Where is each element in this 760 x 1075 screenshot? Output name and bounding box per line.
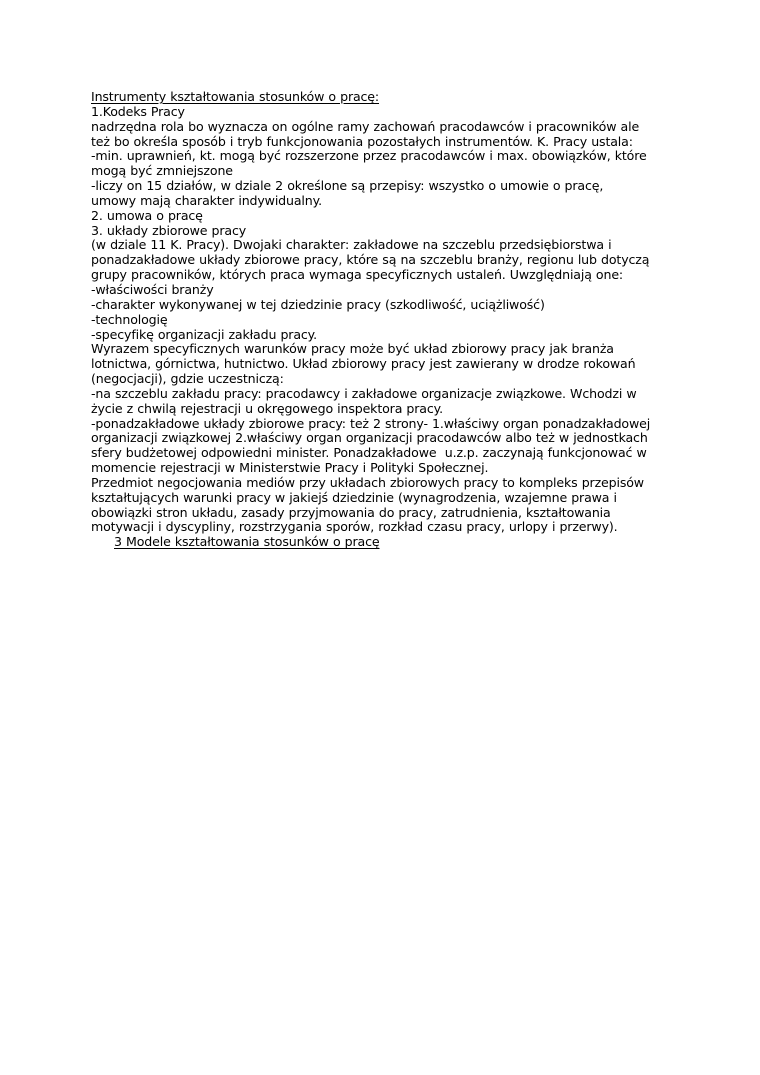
text-line: -charakter wykonywanej w tej dziedzinie pracy (szkodliwość, uciążliwość)	[91, 296, 545, 312]
text-line: -min. uprawnień, kt. mogą być rozszerzone przez pracodawców i max. obowiązków, które	[91, 148, 647, 164]
text-line: Wyrazem specyficznych warunków pracy może być układ zbiorowy pracy jak branża	[91, 341, 614, 357]
text-line: -technologię	[91, 311, 168, 327]
text-line: -specyfikę organizacji zakładu pracy.	[91, 326, 318, 342]
text-line: Przedmiot negocjowania mediów przy układach zbiorowych pracy to kompleks przepisów	[91, 474, 644, 490]
text-line: ponadzakładowe układy zbiorowe pracy, które są na szczeblu branży, regionu lub dotyczą	[91, 252, 650, 268]
text-line: -liczy on 15 działów, w dziale 2 określone są przepisy: wszystko o umowie o pracę,	[91, 178, 604, 194]
text-line: grupy pracowników, których praca wymaga specyficznych ustaleń. Uwzględniają one:	[91, 267, 624, 283]
text-line: motywacji i dyscypliny, rozstrzygania sporów, rozkład czasu pracy, urlopy i przerwy).	[91, 519, 618, 535]
text-line: momencie rejestracji w Ministerstwie Pracy i Polityki Społecznej.	[91, 460, 489, 476]
text-line: -na szczeblu zakładu pracy: pracodawcy i zakładowe organizacje związkowe. Wchodzi w	[91, 385, 637, 401]
text-line: 1.Kodeks Pracy	[91, 103, 185, 119]
text-line: też bo określa sposób i tryb funkcjonowania pozostałych instrumentów. K. Pracy ustala:	[91, 133, 633, 149]
text-line: kształtujących warunki pracy w jakiejś dziedzinie (wynagrodzenia, wzajemne prawa i	[91, 489, 617, 505]
text-line: nadrzędna rola bo wyznacza on ogólne ramy zachowań pracodawców i pracowników ale	[91, 118, 640, 134]
text-line: organizacji związkowej 2.właściwy organ organizacji pracodawców albo też w jednostkach	[91, 430, 648, 446]
text-line: (negocjacji), gdzie uczestniczą:	[91, 371, 284, 387]
text-line: 2. umowa o pracę	[91, 207, 203, 223]
text-line: 3. układy zbiorowe pracy	[91, 222, 247, 238]
text-line: mogą być zmniejszone	[91, 163, 233, 179]
text-line: -ponadzakładowe układy zbiorowe pracy: też 2 strony- 1.właściwy organ ponadzakładowej	[91, 415, 651, 431]
text-line: (w dziale 11 K. Pracy). Dwojaki charakter: zakładowe na szczeblu przedsiębiorstwa i	[91, 237, 612, 253]
document-subheading	[91, 535, 681, 550]
subheading-text: 3 Modele kształtowania stosunków o pracę	[114, 534, 380, 550]
text-line: -właściwości branży	[91, 281, 214, 297]
document-body	[91, 90, 681, 550]
text-line: życie z chwilą rejestracji u okręgowego inspektora pracy.	[91, 400, 443, 416]
text-line: sfery budżetowej odpowiedni minister. Ponadzakładowe u.z.p. zaczynają funkcjonować w	[91, 445, 647, 461]
text-line: lotnictwa, górnictwa, hutnictwo. Układ zbiorowy pracy jest zawierany w drodze rokowań	[91, 356, 636, 372]
text-line: umowy mają charakter indywidualny.	[91, 192, 322, 208]
document-heading: Instrumenty kształtowania stosunków o pracę:	[91, 89, 380, 104]
text-line: obowiązki stron układu, zasady przyjmowania do pracy, zatrudnienia, kształtowania	[91, 504, 611, 520]
